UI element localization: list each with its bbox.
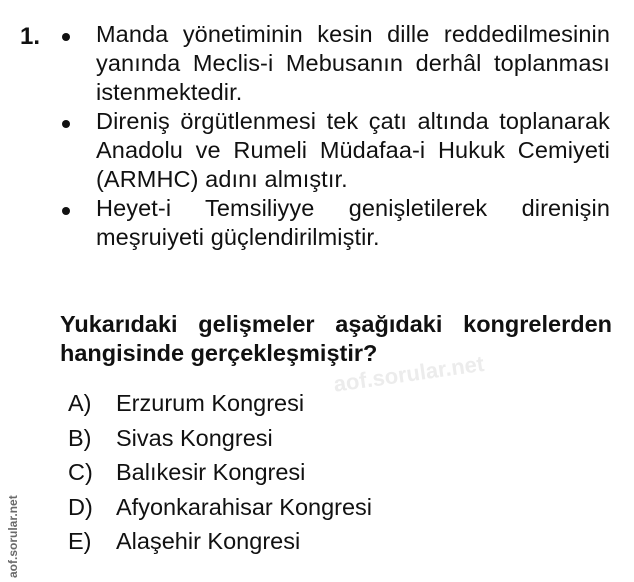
watermark-side: aof.sorular.net (6, 495, 20, 578)
premise-text: Manda yönetiminin kesin dille reddedilmesinin yanında Meclis-i Mebusanın derhâl toplanması istenmektedir. (96, 21, 610, 105)
watermark-center: aof.sorular.net (332, 350, 486, 397)
question-number: 1. (20, 23, 41, 50)
option-text: Afyonkarahisar Kongresi (116, 493, 373, 520)
answer-option-c[interactable] (68, 458, 488, 493)
premise-text: Direniş örgütlenmesi tek çatı altında toplanarak Anadolu ve Rumeli Müdafaa-i Hukuk Cemiyeti (ARMHC) adını almıştır. (96, 108, 610, 192)
option-letter: E) (68, 528, 92, 554)
premise-item (58, 107, 610, 194)
option-letter: C) (68, 459, 93, 485)
option-text: Balıkesir Kongresi (116, 459, 306, 485)
option-text: Sivas Kongresi (116, 424, 273, 451)
bullet-dot-icon (62, 33, 70, 41)
question-stem: Yukarıdaki gelişmeler aşağıdaki kongrelerden hangisinde gerçekleşmiştir? (60, 311, 612, 366)
answer-options (68, 389, 488, 562)
answer-option-b[interactable] (68, 424, 488, 459)
answer-option-e[interactable] (68, 527, 488, 562)
premise-text: Heyet-i Temsiliyye genişletilerek direnişin meşruiyeti güçlendirilmiştir. (96, 195, 610, 250)
option-letter: A) (68, 390, 92, 416)
option-text: Alaşehir Kongresi (116, 528, 301, 554)
answer-option-a[interactable] (68, 389, 488, 424)
premise-list (58, 20, 610, 252)
premise-item (58, 194, 610, 252)
bullet-dot-icon (62, 120, 70, 128)
option-letter: B) (68, 424, 92, 451)
premise-item (58, 20, 610, 107)
option-letter: D) (68, 493, 93, 520)
bullet-dot-icon (62, 207, 70, 215)
option-text: Erzurum Kongresi (116, 390, 305, 416)
answer-option-d[interactable] (68, 493, 488, 528)
